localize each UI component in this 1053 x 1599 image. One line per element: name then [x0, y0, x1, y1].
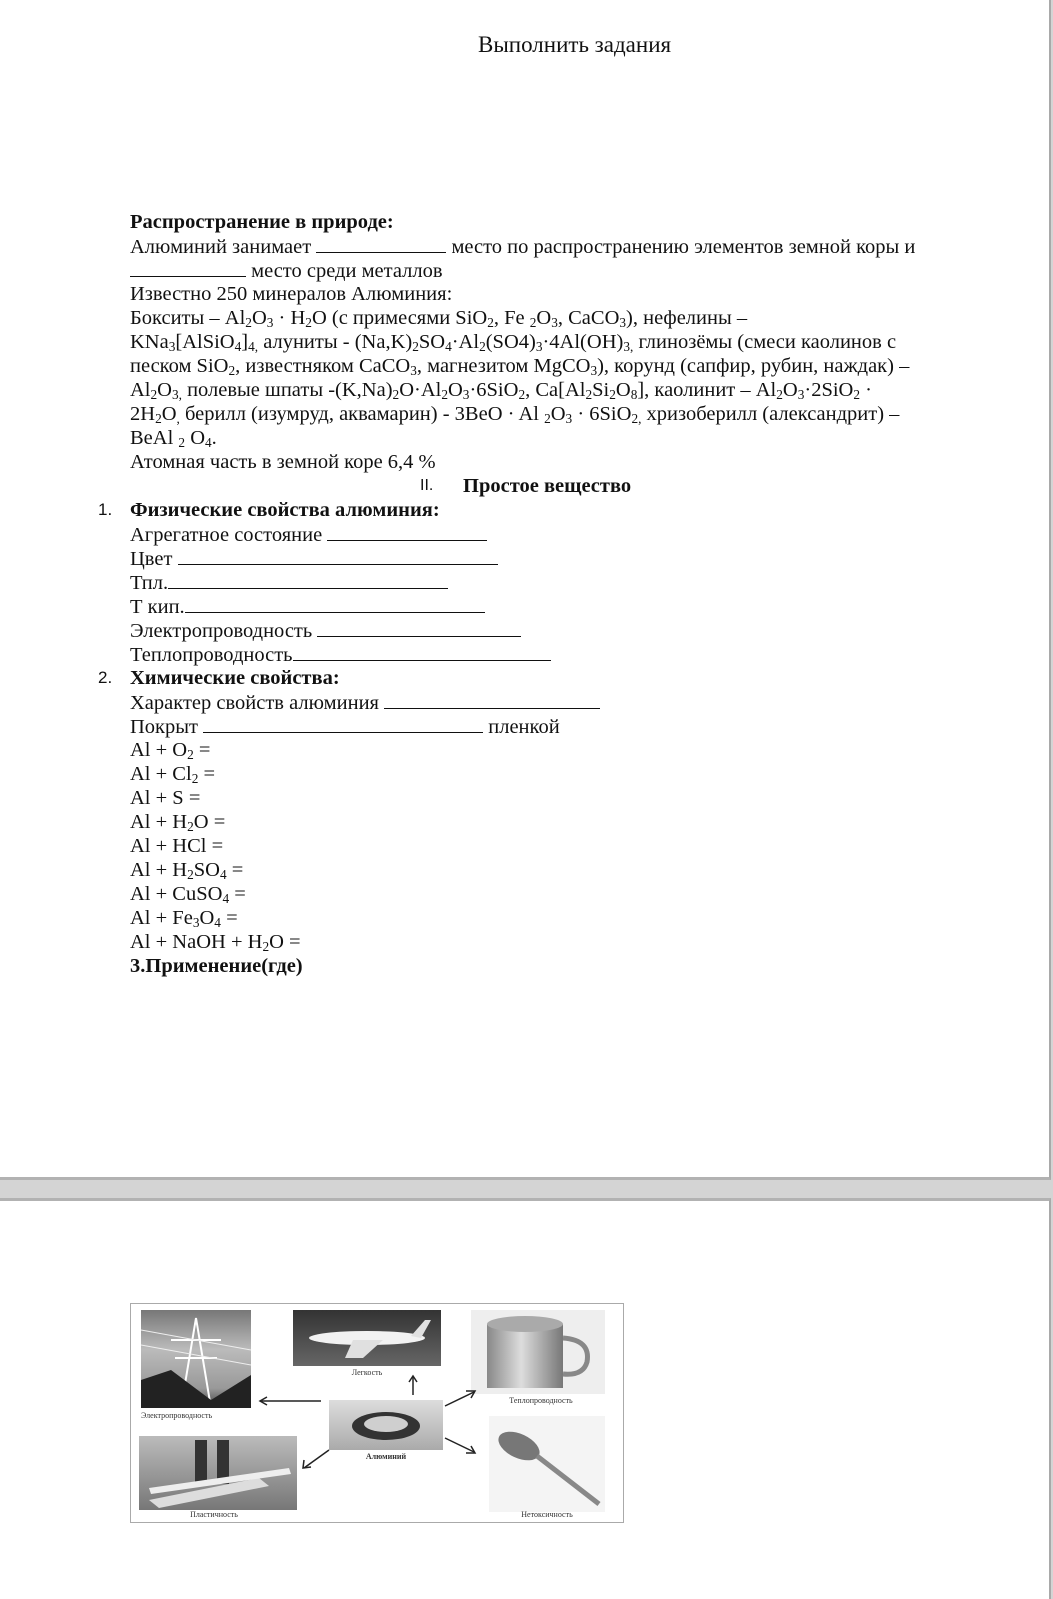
reaction-line: Al + S = — [130, 787, 201, 809]
physical-item: Тпл. — [0, 570, 1049, 594]
minerals-block — [0, 306, 1049, 450]
blank-field — [185, 594, 485, 613]
nature-line-1: Алюминий занимает место по распространению элементов земной коры и — [130, 236, 916, 258]
reactions-list — [0, 738, 1049, 954]
blank-field — [327, 522, 487, 541]
physical-heading: 1. Физические свойства алюминия: — [98, 499, 440, 521]
reaction-line: $Al + H_2SO_4$ = — [130, 859, 244, 882]
reaction-line: Al + CuSO$_4$ = — [130, 883, 246, 906]
arrow-left-icon — [257, 1394, 323, 1408]
nature-line-2: место среди металлов — [0, 258, 1049, 282]
arrow-down-right-icon — [443, 1436, 477, 1456]
power-line-photo — [141, 1310, 251, 1408]
arrow-down-left-icon — [301, 1448, 331, 1470]
airplane-photo — [293, 1310, 441, 1366]
blank-field — [316, 234, 446, 253]
mineral-line: $KNa_3[AlSiO_4]_{4,}$ алуниты - $(Na,K)_2SO_4\cdot Al_2(SO4)_3\cdot 4Al(OH)_{3,}$ глинозёмы (смеси каолинов с — [130, 331, 897, 354]
section-2-title: Простое вещество — [463, 475, 632, 497]
metal-cup-photo — [471, 1310, 605, 1394]
aluminium-ring-photo — [329, 1400, 443, 1450]
blank-field — [293, 642, 551, 661]
caption-plasticity: Пластичность — [190, 1510, 238, 1519]
spoon-photo — [489, 1416, 605, 1512]
blank-field — [130, 258, 246, 277]
section-2-heading — [0, 474, 1049, 498]
arrow-up-right-icon — [443, 1388, 477, 1408]
reaction-line: $Al + O_2$ = — [130, 739, 211, 762]
reaction-line: $Al + Fe_3O_4$ = — [130, 907, 238, 930]
reaction-line: Al + HCl = — [130, 835, 224, 857]
blank-field — [384, 690, 600, 709]
caption-lightness: Легкость — [351, 1368, 383, 1377]
arrow-up-icon — [407, 1374, 419, 1396]
mineral-line: $Al_2O_{3,}$ полевые шпаты $-(K,Na)_2O\cdot Al_2O_3\cdot 6SiO_2$, $Ca[Al_2Si_2O_8]$, каолинит – $Al_2O_3\cdot 2SiO_2$ · — [130, 379, 872, 402]
chemical-heading: 2. Химические свойства: — [98, 667, 340, 689]
chemical-character: Характер свойств алюминия — [0, 690, 1049, 714]
document-body — [0, 210, 1049, 978]
reaction-line: $Al + Cl_2$ = — [130, 763, 216, 786]
physical-item: Т кип. — [0, 594, 1049, 618]
caption-thermal: Теплопроводность — [509, 1396, 573, 1405]
mineral-line: Бокситы – $Al_2O_3 \cdot H_2O$ (с примесями SiO$_2$, Fe $_2O_3$, CaCO$_3$), нефелины – — [130, 307, 748, 330]
reaction-line: Al + NaOH + $H_2O$ = — [130, 931, 301, 954]
caption-aluminium: Алюминий — [365, 1452, 407, 1461]
blank-field — [203, 714, 483, 733]
document-title: Выполнить задания — [478, 32, 672, 57]
nature-line-3: Известно 250 минералов Алюминия: — [130, 283, 453, 305]
blank-field — [168, 570, 448, 589]
caption-electrical: Электропроводность — [141, 1411, 213, 1420]
mineral-line: песком SiO$_2$, известняком CaCO$_3$, магнезитом MgCO$_3$), корунд (сапфир, рубин, наждак) – — [130, 355, 910, 378]
blank-field — [317, 618, 521, 637]
tools-photo — [139, 1436, 297, 1510]
aluminium-properties-figure — [130, 1303, 624, 1523]
atomic-share: Атомная часть в земной коре 6,4 % — [130, 451, 436, 473]
reaction-line: $Al + H_2O$ = — [130, 811, 226, 834]
document-page-2 — [0, 1198, 1051, 1599]
blank-field — [178, 546, 498, 565]
physical-item: Цвет — [0, 546, 1049, 570]
caption-nontoxic: Нетоксичность — [521, 1510, 573, 1519]
nature-heading: Распространение в природе: — [130, 211, 394, 233]
application-heading: 3.Применение(где) — [130, 955, 303, 977]
mineral-line: $2H_2O_,$ берилл (изумруд, аквамарин) - 3BeO · Al $_2O_3 \cdot 6SiO_{2,}$ хризоберилл (александрит) – — [130, 403, 900, 426]
mineral-line: BeAl $_2$ $O_4$. — [130, 427, 217, 450]
physical-item: Агрегатное состояние — [0, 522, 1049, 546]
physical-item: Электропроводность — [0, 618, 1049, 642]
chemical-coated: Покрыт пленкой — [130, 716, 560, 738]
physical-item: Теплопроводность — [0, 642, 1049, 666]
section-2-roman: II. — [420, 477, 434, 494]
